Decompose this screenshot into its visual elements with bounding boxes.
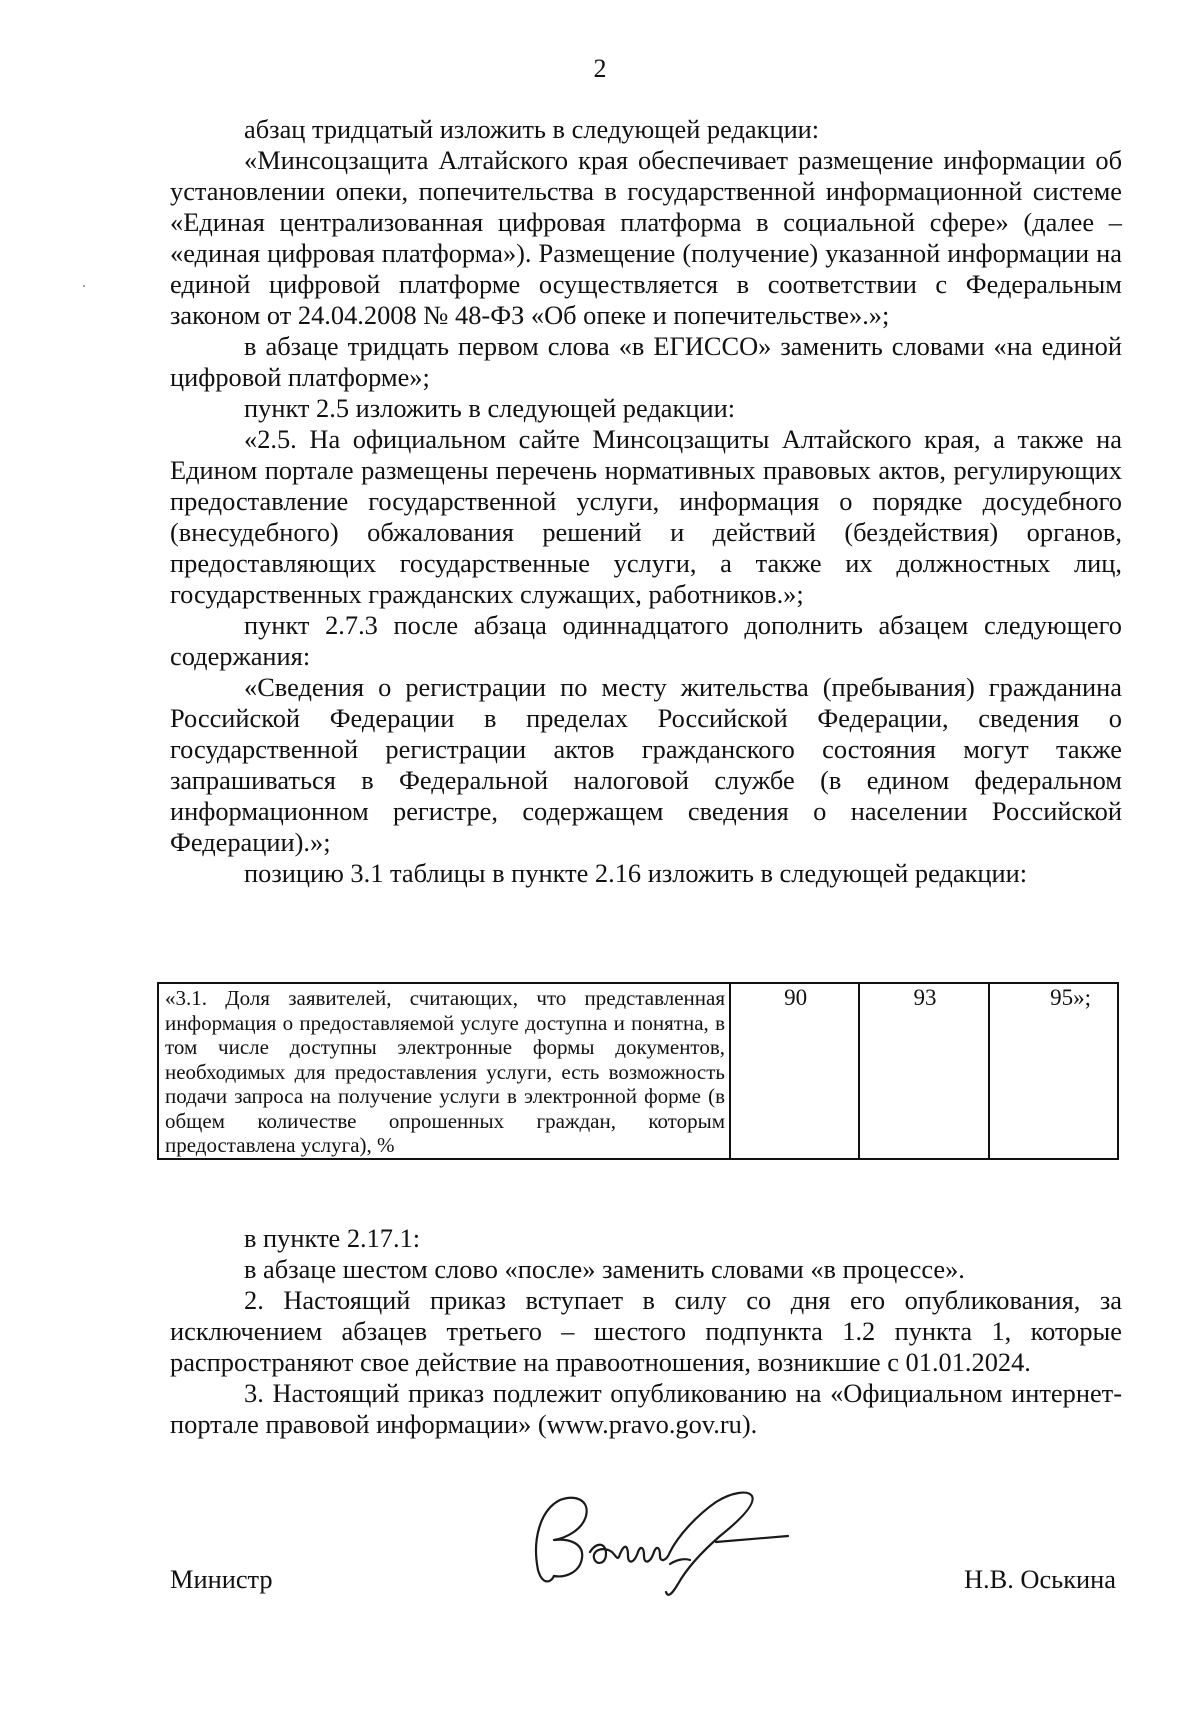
signer-position: Министр [170,1564,273,1594]
indicator-value-2: 93 [859,983,988,1159]
paragraph: «Сведения о регистрации по месту жительства (пребывания) гражданина Российской Федерации в пределах Российской Федерации, сведения о государственной регистрации актов гражданского состояния могут также запрашиваться в Федеральной налоговой службе (в едином федеральном информационном регистре, содержащем сведения о населении Российской Федерации).»; [170,672,1122,857]
paragraph: в абзаце шестом слово «после» заменить словами «в процессе». [244,1254,965,1284]
paragraph: абзац тридцатый изложить в следующей редакции: [244,114,820,144]
amendment-text-top [170,114,1122,889]
paragraph: пункт 2.7.3 после абзаца одиннадцатого дополнить абзацем следующего содержания: [170,610,1122,671]
paragraph: пункт 2.5 изложить в следующей редакции: [244,393,736,423]
indicator-description: «3.1. Доля заявителей, считающих, что представленная информация о предоставляемой услуге доступна и понятна, в том числе доступны электронные формы документов, необходимых для предоставления услуги, есть возможность подачи запроса на получение услуги в электронной форме (в общем количестве опрошенных граждан, которым предоставлена услуга), % [158,983,730,1159]
handwritten-signature [520,1480,800,1600]
indicator-value-3: 95»; [989,983,1118,1159]
page-number: 2 [593,54,607,83]
paragraph: в пункте 2.17.1: [244,1223,421,1253]
indicator-table [157,982,1119,1160]
scan-speck [83,285,85,287]
table-row [158,983,1118,1159]
paragraph: позицию 3.1 таблицы в пункте 2.16 изложить в следующей редакции: [244,858,1028,888]
indicator-value-1: 90 [730,983,859,1159]
paragraph: «2.5. На официальном сайте Минсоцзащиты Алтайского края, а также на Едином портале размещены перечень нормативных правовых актов, регулирующих предоставление государственной услуги, информация о порядке досудебного (внесудебного) обжалования решений и действий (бездействия) органов, предоставляющих государственные услуги, а также их должностных лиц, государственных гражданских служащих, работников.»; [170,424,1122,609]
amendment-text-bottom [170,1223,1122,1440]
paragraph: 3. Настоящий приказ подлежит опубликованию на «Официальном интернет-портале правовой информации» (www.pravo.gov.ru). [170,1378,1122,1439]
signer-name: Н.В. Оськина [963,1564,1116,1594]
paragraph: 2. Настоящий приказ вступает в силу со дня его опубликования, за исключением абзацев третьего – шестого подпункта 1.2 пункта 1, которые распространяют свое действие на правоотношения, возникшие с 01.01.2024. [170,1285,1122,1377]
paragraph: в абзаце тридцать первом слова «в ЕГИССО» заменить словами «на единой цифровой платформе»; [170,331,1122,392]
paragraph: «Минсоцзащита Алтайского края обеспечивает размещение информации об установлении опеки, попечительства в государственной информационной системе «Единая централизованная цифровая платформа в социальной сфере» (далее – «единая цифровая платформа»). Размещение (получение) указанной информации на единой цифровой платформе осуществляется в соответствии с Федеральным законом от 24.04.2008 № 48-ФЗ «Об опеке и попечительстве».»; [170,145,1122,330]
